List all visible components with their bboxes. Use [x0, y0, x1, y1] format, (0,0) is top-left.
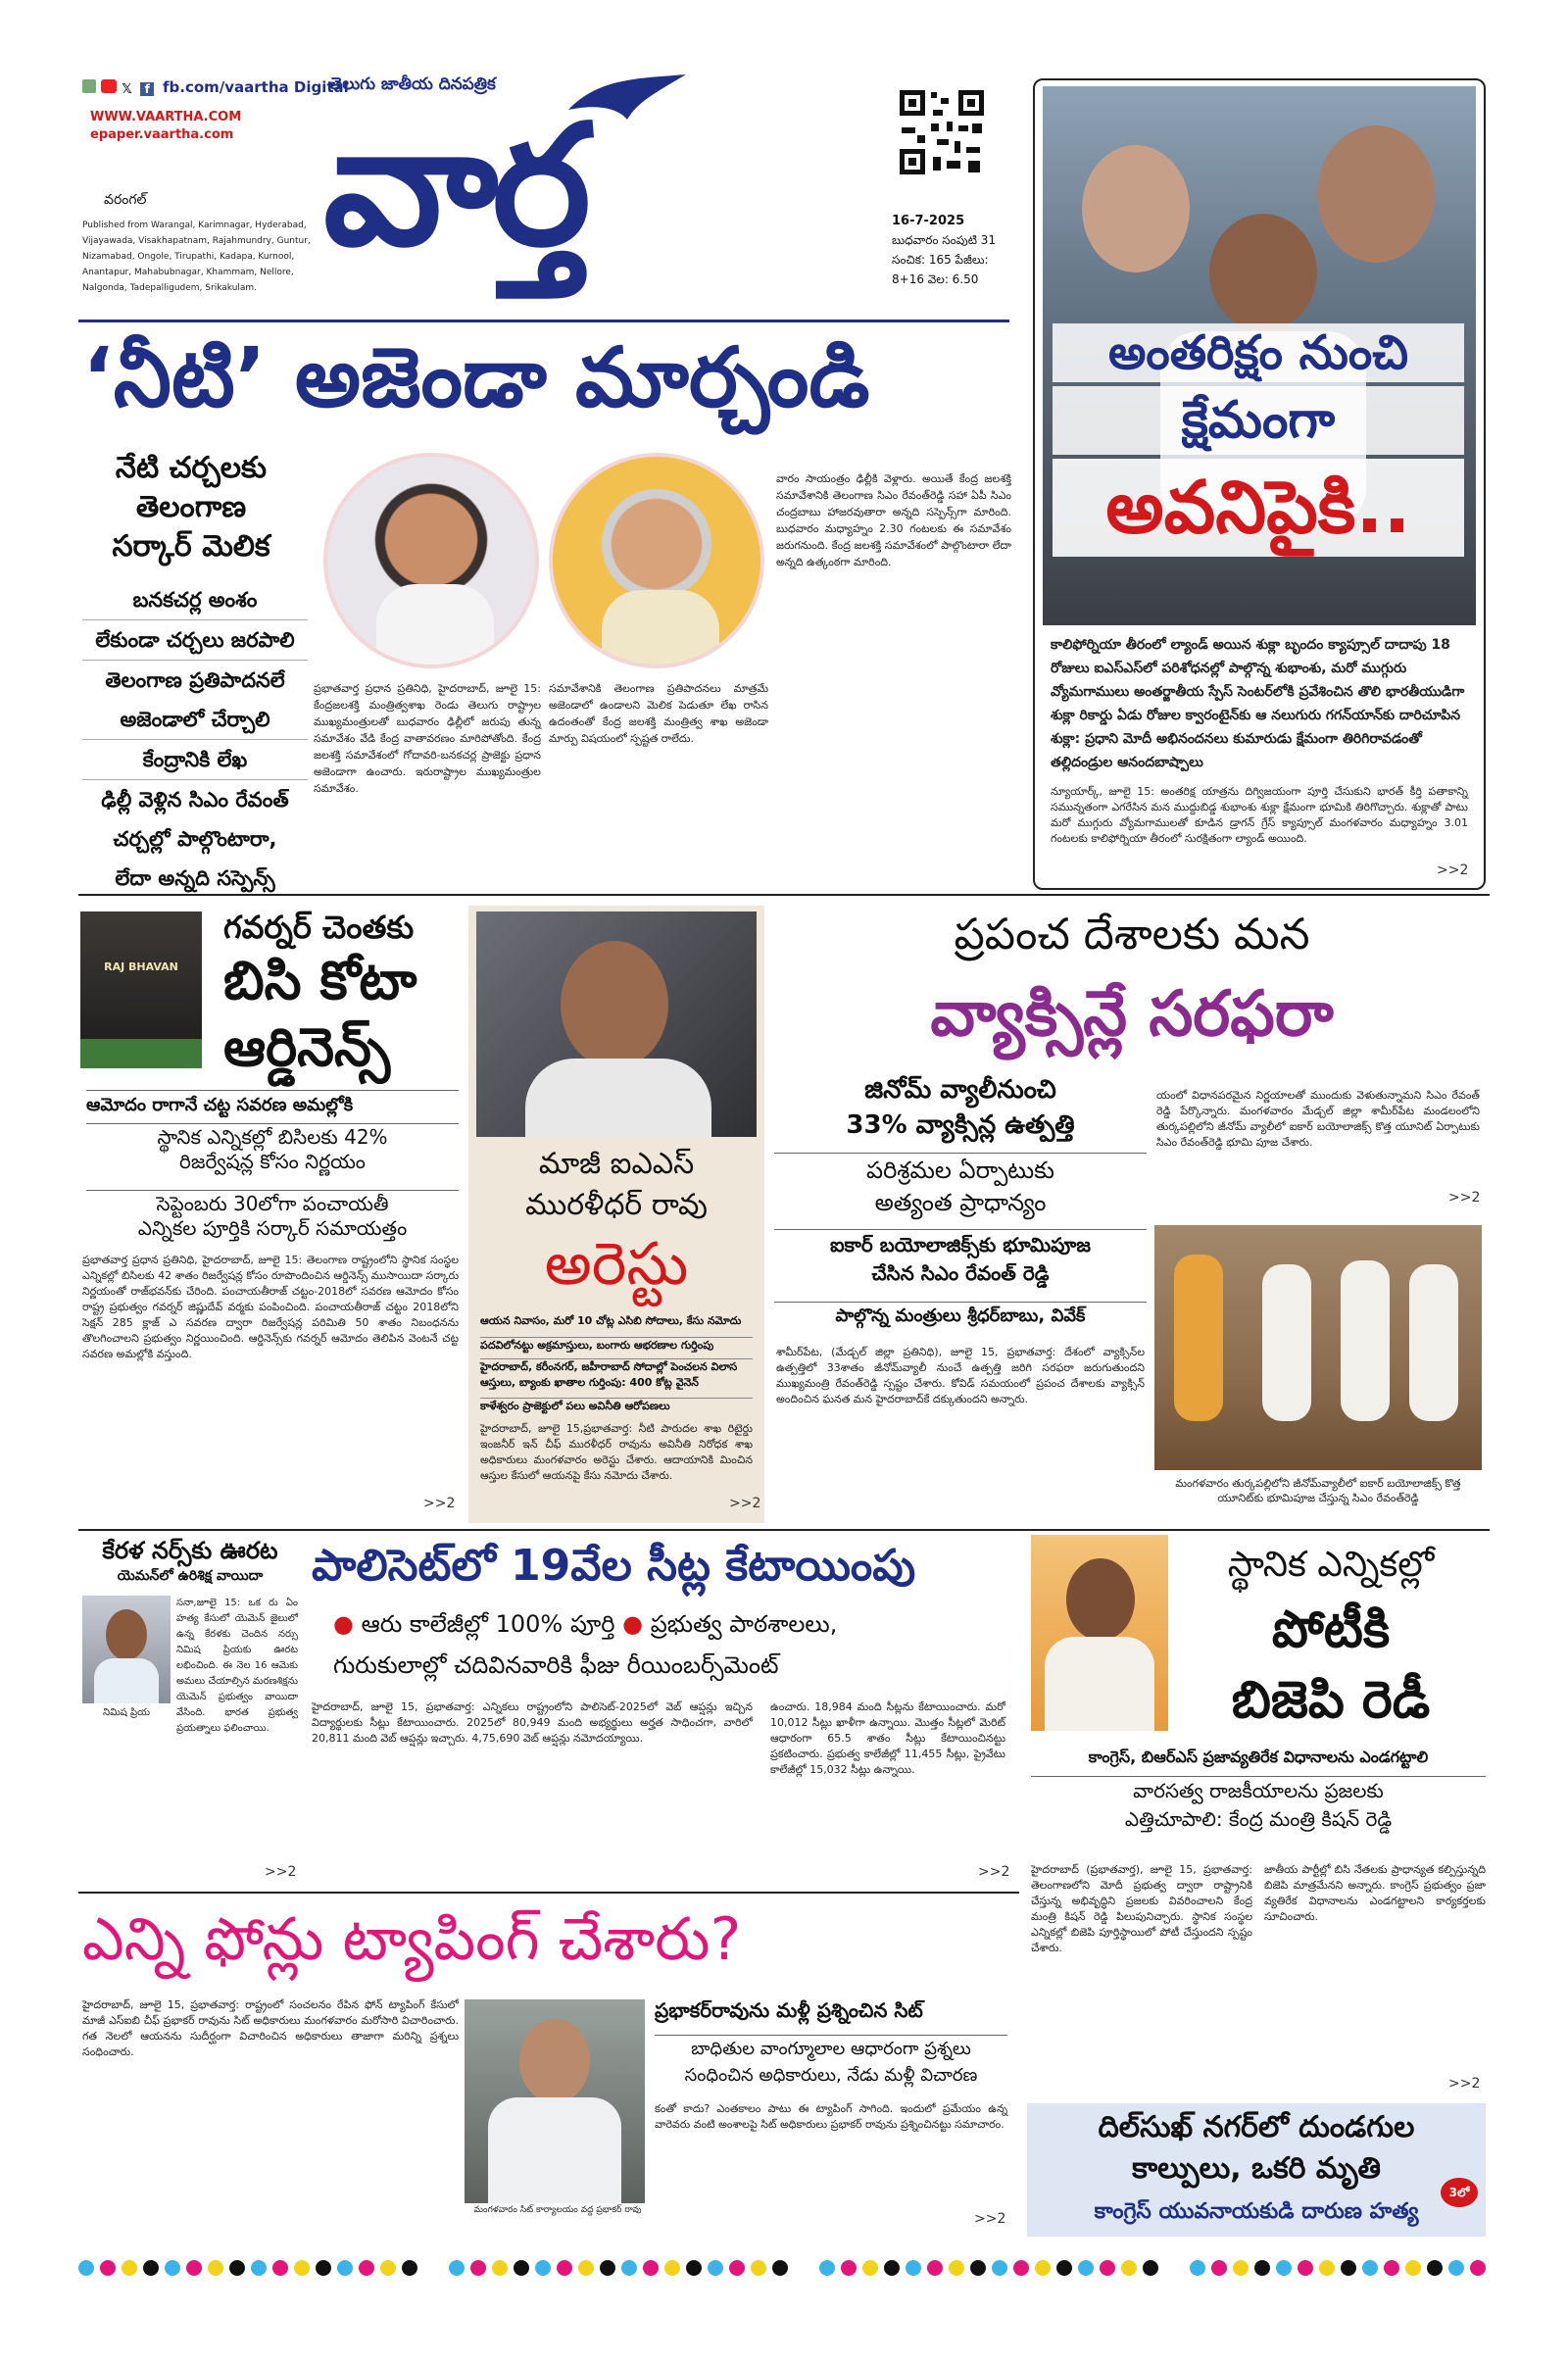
kerala-sub: యెమన్‌లో ఉరిశిక్ష వాయిదా: [117, 1568, 264, 1584]
registration-dot: [664, 2260, 680, 2276]
arrest-sub: ఆయన నివాసం, మరో 10 చోట్ల ఎసిబి సోదాలు, కేసు నమోదు: [480, 1314, 742, 1327]
governor-sub-3: రిజర్వేషన్ల కోసం నిర్ణయం: [179, 1150, 366, 1173]
space-body: న్యూయార్క్, జూలై 15: అంతరిక్ష యాత్రను దిగ్విజయంగా పూర్తి చేసుకుని భారత్ కీర్తి పతాకాన్ని సమున్నతంగా ఎగరేసిన మన ముద్దుబిడ్డ శుభాంశు శుక్లా క్షేమంగా భూమికి తిరిగొచ్చారు. శుక్లాతో పాటు మరో ముగ్గురు వ్యోమగాములతో కూడిన డ్రాగన్ గ్రేస్ క్యాప్సూల్ మంగళవారం మధ్యాహ్నం 3.01 గంటలకు కాలిఫోర్నియా తీరంలో సురక్షితంగా ల్యాండ్ అయింది.: [1051, 785, 1468, 845]
registration-dot: [1427, 2260, 1443, 2276]
youtube-icon[interactable]: [101, 79, 117, 93]
registration-dot: [600, 2260, 615, 2276]
nimisha-priya-photo: [82, 1596, 171, 1703]
registration-dot: [862, 2260, 878, 2276]
registration-dot: [1384, 2260, 1399, 2276]
polycet-body: హైదరాబాద్, జూలై 15, ప్రభాతవార్త: ఎన్నికలు రాష్ట్రంలోని పాలిసెట్-2025లో వెబ్ ఆప్షన్లు ఇచ్చిన విద్యార్థులకు సీట్లు కేటాయించారు. 2025లో 80,949 మంది అభ్యర్థులు అర్హత సాధించగా, వారిలో 20,811 మంది వెబ్ ఆప్షన్లు ఇచ్చారు. 4,75,690 వెబ్ ఆప్షన్లు నమోదయ్యాయి.: [312, 1700, 753, 1745]
issue-date: 16-7-2025: [892, 214, 965, 228]
registration-dot: [819, 2260, 835, 2276]
bullet-icon: ●: [333, 1610, 362, 1638]
bhoomi-puja-caption: మంగళవారం తుర్కపల్లిలోని జీనోమ్‌వ్యాలీలో ఐకార్ బయోలాజిక్స్ కొత్త యూనిట్‌కు భూమిపూజ చేస్తున్న సిఎం రేవంత్‌రెడ్డి: [1175, 1477, 1461, 1504]
phones-sub-3: సంధించిన అధికారులు, నేడు మళ్లీ విచారణ: [684, 2065, 978, 2086]
registration-dot: [122, 2260, 137, 2276]
registration-dot: [1254, 2260, 1270, 2276]
raj-bhavan-sign: RAJ BHAVAN: [104, 960, 178, 973]
lead-point: లేకుండా చర్చలు జరపాలి: [82, 620, 308, 661]
bjp-kicker: స్థానిక ఎన్నికల్లో: [1227, 1545, 1435, 1585]
polycet-body-2: ఉంచారు. 18,984 మంది సీట్లను కేటాయించారు. మరో 10,012 సీట్లు ఖాళీగా ఉన్నాయి. మొత్తం సీట్లలో మెరిట్ ఆధారంగా 65.5 శాతం సీట్లు కేటాయించినట్టు ప్రకటించారు. ప్రభుత్వ కాలేజీల్లో 11,455 సీట్లు, ప్రైవేటు కాలేజీల్లో 15,032 సీట్లు ఉన్నాయి.: [770, 1700, 1005, 1776]
edition-name: వరంగల్: [104, 192, 147, 208]
registration-dot: [1319, 2260, 1335, 2276]
kerala-body: సనా,జూలై 15: ఒక రు ఏం హత్య కేసులో యెమెన్ జైలులో ఉన్న కేరళకు చెందిన నర్సు నిమిష ప్రియకు ఊరట లభించింది. ఈ నెల 16 ఆమెకు అమలు చేయాల్సిన మరణశిక్షను యెమెన్ ప్రభుత్వం వాయిదా వేసింది. భారత ప్రభుత్వ ప్రయత్నాలు ఫలించాయి.: [176, 1598, 298, 1734]
registration-dot: [78, 2260, 94, 2276]
pages-price: 8+16 వెల: 6.50: [892, 272, 979, 286]
continued-marker[interactable]: >>2: [265, 1864, 297, 1880]
bjp-sub-3: ఎత్తిచూపాలి: కేంద్ర మంత్రి కిషన్ రెడ్డి: [1124, 1807, 1393, 1831]
vaccine-sub-7: పాల్గొన్న మంత్రులు శ్రీధర్‌బాబు, వివేక్: [774, 1302, 1147, 1330]
registration-dot: [1078, 2260, 1094, 2276]
arrest-name: మురళీధర్ రావు: [525, 1188, 708, 1222]
registration-dot: [492, 2260, 508, 2276]
bjp-headline-2[interactable]: బిజెపి రెడీ: [1231, 1671, 1431, 1730]
published-from: Published from Warangal, Karimnagar, Hyderabad, Vijayawada, Visakhapatnam, Rajahmundry, Guntur, Nizamabad, Ongole, Tirupathi, Kadapa, Kurnool, Anantapur, Mahabubnagar, Khammam, Nellore, Nalgonda, Tadepalligudem, Srikakulam.: [82, 221, 311, 293]
governor-kicker: గవర్నర్ చెంతకు: [223, 909, 415, 946]
registration-dot: [729, 2260, 745, 2276]
social-icons: [82, 78, 161, 98]
page-reference-badge[interactable]: 3లో: [1441, 2178, 1478, 2207]
x-icon[interactable]: 𝕏: [122, 82, 132, 97]
polycet-bullets: [333, 1607, 837, 1641]
lead-point: తెలంగాణ ప్రతిపాదనలే: [105, 668, 285, 692]
registration-dot: [143, 2260, 159, 2276]
registration-dot: [514, 2260, 529, 2276]
vaccine-headline[interactable]: వ్యాక్సిన్లే సరఫరా: [930, 978, 1334, 1051]
dilsukhnagar-headline-1[interactable]: దిల్‌సుఖ్ నగర్‌లో దుండగుల: [1098, 2110, 1415, 2144]
section-divider: [78, 894, 1490, 896]
bjp-sub-1: కాంగ్రెస్, బిఆర్ఎస్ ప్రజావ్యతిరేక విధానాలను ఎండగట్టాలి: [1088, 1748, 1429, 1766]
registration-dot: [643, 2260, 659, 2276]
bjp-sub-2: వారసత్వ రాజకీయాలను ప్రజలకు: [1031, 1776, 1486, 1804]
qr-code[interactable]: [898, 88, 986, 176]
social-handle[interactable]: fb.com/vaartha Digital: [163, 78, 349, 96]
registration-dot: [359, 2260, 374, 2276]
lead-point: లేదా అన్నది సస్పెన్స్: [115, 866, 275, 890]
registration-dot: [402, 2260, 417, 2276]
registration-dot: [992, 2260, 1007, 2276]
day-volume: బుధవారం సంపుటి 31: [892, 233, 997, 247]
bjp-body-2: జాతీయ పార్టీల్లో బిసి నేతలకు ప్రాధాన్యత కల్పిస్తున్నది బిజెపి మాత్రమేనని అన్నారు. కాంగ్రెస్ ప్రభుత్వం ప్రజా వ్యతిరేక విధానాలను ఎండగట్టాలని కార్యకర్తలకు సూచించారు.: [1264, 1863, 1486, 1923]
governor-sub-4: సెప్టెంబరు 30లోగా పంచాయతీ: [86, 1190, 459, 1216]
arrest-sub-3: హైదరాబాద్, కరీంనగర్, జహీరాబాద్ సోదాల్లో పెంచలన విలాస ఆస్తులు, బ్యాంకు ఖాతాల గుర్తింపు: 400 కోట్ల వైనెన్: [480, 1358, 753, 1391]
vaccine-kicker: ప్రపంచ దేశాలకు మన: [954, 910, 1310, 960]
continued-marker[interactable]: >>2: [423, 1496, 456, 1511]
registration-dot: [1362, 2260, 1378, 2276]
registration-dot: [449, 2260, 465, 2276]
prabhakar-rao-caption: మంగళవారం సిట్ కార్యాలయం వద్ద ప్రభాకర్ రావు: [473, 2205, 642, 2215]
vaccine-sub-3: పరిశ్రమల ఏర్పాటుకు: [774, 1153, 1147, 1187]
space-headline-1[interactable]: అంతరిక్షం నుంచి: [1053, 323, 1464, 382]
qr-code-icon: [898, 88, 986, 176]
arrest-headline[interactable]: అరెస్టు: [544, 1230, 689, 1299]
lead-deck-line: తెలంగాణ: [135, 490, 247, 524]
lead-deck-line: సర్కార్ మెలిక: [112, 529, 270, 564]
bhoomi-puja-photo: [1154, 1225, 1482, 1470]
registration-dot: [380, 2260, 396, 2276]
registration-dot: [294, 2260, 310, 2276]
registration-dot: [316, 2260, 331, 2276]
prabhakar-rao-photo: [465, 1999, 645, 2203]
lead-point: కేంద్రానికి లేఖ: [82, 740, 308, 780]
lead-deck-line: నేటి చర్చలకు: [115, 451, 268, 485]
lead-body-col2: సమావేశానికి తెలంగాణ ప్రతిపాదనలు మాత్రమే అజెండాలో ఉండాలని మెలిక పెడుతూ లేఖ రాసిన ఉదంతంతో కేంద్ర జలశక్తి మంత్రిత్వ శాఖ అజెండా మార్పు విషయంలో స్పష్టత రాలేదు.: [549, 682, 768, 745]
section-divider: [78, 1892, 1019, 1894]
registration-dot: [470, 2260, 486, 2276]
registration-dot: [772, 2260, 788, 2276]
registration-dot: [1405, 2260, 1421, 2276]
phones-headline[interactable]: ఎన్ని ఫోన్లు ట్యాపింగ్ చేశారు?: [82, 1905, 742, 1974]
registration-dot: [272, 2260, 288, 2276]
polycet-bullet-3: గురుకులాల్లో చదివినవారికి ఫీజు రీయింబర్స్‌మెంట్: [333, 1651, 779, 1679]
bjp-body: హైదరాబాద్ (ప్రభాతవార్త), జూలై 15, ప్రభాతవార్త: తెలంగాణలోని మోదీ ప్రభుత్వ ద్వారా రాష్ట్రానికి చేస్తున్న అభివృద్ధిని ప్రజలకు వివరించాలని కేంద్ర మంత్రి కిషన్ రెడ్డి పిలుపునిచ్చారు. స్థానిక సంస్థల ఎన్నికల్లో బిజెపి పూర్తిస్థాయిలో పోటీ చేస్తుందని స్పష్టం చేశారు.: [1031, 1863, 1252, 1954]
epaper-link[interactable]: epaper.vaartha.com: [90, 127, 234, 142]
polycet-bullet: ప్రభుత్వ పాఠశాలలు,: [650, 1610, 838, 1638]
issue-number: సంచిక: 165 పేజీలు:: [892, 253, 989, 267]
registration-dot: [1341, 2260, 1356, 2276]
governor-body: ప్రభాతవార్త ప్రధాన ప్రతినిధి, హైదరాబాద్, జూలై 15: తెలంగాణ రాష్ట్రంలోని స్థానిక సంస్థల ఎన్నికల్లో బిసిలకు 42 శాతం రిజర్వేషన్ల కోసం రూపొందించిన ఆర్డినెన్స్ ముసాయిదా సర్కారు నిర్ణయంతో రాజ్‌భవన్‌కు చేరింది. పంచాయతీరాజ్ చట్టం-2018లో సవరణ ఆమోదం కోసం రాష్ట్ర ప్రభుత్వం గవర్నర్ జిష్ణుదేవ్ వర్మకు పంపించింది. పంచాయతీరాజ్ చట్టం 2018లోని సెక్షన్ 285 క్లాజ్ ఎ సవరణ ద్వారా రిజర్వేషన్ల పరిమితి 50 శాతం నిబంధనను తొలగించాలని ప్రభుత్వం నిర్ణయించింది. ఆర్డినెన్స్‌కు గవర్నర్ ఆమోదం తెలిపిన వెంటనే చట్ట సవరణ అమల్లోకి వస్తుంది.: [82, 1254, 459, 1360]
bjp-headline-1[interactable]: పోటీకి: [1271, 1601, 1391, 1659]
governor-sub-5: ఎన్నికల పూర్తికి సర్కార్ సమాయత్తం: [137, 1216, 408, 1240]
registration-dot: [535, 2260, 551, 2276]
bullet-icon: ●: [622, 1610, 651, 1638]
vaccine-sub-6: చేసిన సిఎం రేవంత్ రెడ్డి: [871, 1261, 1050, 1285]
app-icon[interactable]: [82, 79, 96, 93]
kerala-headline[interactable]: కేరళ నర్స్‌కు ఊరట: [102, 1537, 278, 1564]
masthead-divider: [78, 320, 1009, 322]
arrest-sub-2: పదవిలోనట్టు అక్రమాస్తులు, బంగారు ఆభరణాల గుర్తింపు: [480, 1337, 753, 1354]
registration-dot: [1190, 2260, 1205, 2276]
polycet-bullet: ఆరు కాలేజీల్లో 100% పూర్తి: [361, 1610, 615, 1638]
arrest-body: హైదరాబాద్, జూలై 15,ప్రభాతవార్త: నీటి పారుదల శాఖ రిటైర్డు ఇంజనీర్ ఇన్ చీఫ్ మురళీధర్ రావును అవినీతి నిరోధక శాఖ అధికారులు మంగళవారం అరెస్టు చేశారు. ఆదాయానికి మించిన ఆస్తుల కేసులో ఆయనపై కేసు నమోదు చేశారు.: [480, 1422, 753, 1482]
registration-dot: [841, 2260, 857, 2276]
registration-dot: [1143, 2260, 1158, 2276]
space-bullets: కాలిఫోర్నియా తీరంలో ల్యాండ్ అయిన శుక్లా బృందం క్యాప్సూల్ దాదాపు 18 రోజులు ఐఎస్ఎస్‌లో పరిశోధనల్లో పాల్గొన్న శుభాంశు, మరో ముగ్గురు వ్యోమగాములు అంతర్జాతీయ స్పేస్ సెంటర్‌లోకి ప్రవేశించిన తొలి భారతీయుడిగా శుక్లా రికార్డు ఏడు రోజుల క్వారంటైన్‌కు ఆ నలుగురు గగన్‌యాన్‌కు దారిచూపిన శుక్లా: ప్రధాని మోదీ అభినందనలు కుమారుడు క్షేమంగా తిరిగిరావడంతో తల్లిదండ్రుల ఆనందబాష్పాలు: [1051, 637, 1465, 770]
arrest-sub-4: కాళేశ్వరం ప్రాజెక్టులో పలు అవినీతి ఆరోపణలు: [480, 1398, 753, 1414]
governor-headline-2[interactable]: ఆర్డినెన్స్: [223, 1016, 391, 1078]
registration-dot: [100, 2260, 116, 2276]
newspaper-title: వార్త: [323, 89, 585, 283]
registration-dot: [1211, 2260, 1227, 2276]
registration-dot: [970, 2260, 986, 2276]
lead-deck: [88, 449, 294, 566]
tagline: తెలుగు జాతీయ దినపత్రిక: [329, 74, 496, 94]
kishan-reddy-photo: [1031, 1535, 1168, 1731]
governor-sub-1: ఆమోదం రాగానే చట్ట సవరణ అమల్లోకి: [86, 1090, 459, 1119]
registration-dot: [1013, 2260, 1029, 2276]
registration-dot: [949, 2260, 964, 2276]
continued-marker[interactable]: >>2: [978, 1864, 1010, 1880]
registration-dot: [186, 2260, 202, 2276]
vaccine-body: శామీర్‌పేట, (మేడ్చల్ జిల్లా ప్రతినిధి), జూలై 15, ప్రభాతవార్త: దేశంలో వ్యాక్సిన్‌ల ఉత్పత్తిలో 33శాతం జీనోమ్‌వ్యాలీ నుంచే ఉత్పత్తి జరిగి సరఫరా జరుగుతుందని ముఖ్యమంత్రి రేవంత్‌రెడ్డి స్పష్టం చేశారు. కోవిడ్ సమయంలో ప్రపంచ దేశాలకు వ్యాక్సిన్ అందించిన ఘనత మన హైదరాబాద్‌కే దక్కుతుందని అన్నారు.: [776, 1346, 1145, 1405]
vaccine-sub-2: 33% వ్యాక్సిన్ల ఉత్పత్తి: [846, 1110, 1075, 1140]
lead-body-col3: వారం సాయంత్రం ఢిల్లీకి వెళ్లారు. అయితే కేంద్ర జలశక్తి సమావేశానికి తెలంగాణ సిఎం రేవంత్‌రెడ్డి సహా ఏపీ సిఎం చంద్రబాబు హాజరవుతారా అన్నది సస్పెన్స్‌గా మారింది. బుధవారం మధ్యాహ్నం 2.30 గంటలకు ఈ సమావేశం జరుగనుంది. కేంద్ర జలశక్తి సమావేశంలో పాల్గొంటారా లేదా అన్నది ఉత్కంఠగా మారింది.: [776, 472, 1011, 568]
registration-dots: [78, 2261, 1490, 2280]
registration-dot: [251, 2260, 267, 2276]
chandrababu-naidu-photo: [549, 453, 764, 668]
registration-dot: [1100, 2260, 1115, 2276]
website-link[interactable]: WWW.VAARTHA.COM: [90, 110, 242, 124]
continued-marker[interactable]: >>2: [1437, 862, 1469, 878]
registration-dot: [884, 2260, 900, 2276]
space-headline-3[interactable]: అవనిపైకి..: [1053, 459, 1464, 557]
section-divider: [78, 1529, 1490, 1531]
governor-sub-2: స్థానిక ఎన్నికల్లో బిసిలకు 42%: [86, 1123, 459, 1150]
color-registration-bar: [78, 2260, 1490, 2280]
lead-points: [82, 580, 308, 898]
registration-dot: [1276, 2260, 1292, 2276]
dilsukhnagar-headline-2[interactable]: కాల్పులు, ఒకరి మృతి: [1132, 2151, 1381, 2186]
registration-dot: [165, 2260, 180, 2276]
registration-dot: [337, 2260, 353, 2276]
vaccine-body-2: యంలో విధానపరమైన నిర్ణయాలతో ముందుకు వెళుతున్నామని సిఎం రేవంత్ రెడ్డి పేర్కొన్నారు. మంగళవారం మేడ్చల్ జిల్లా శామీర్‌పేట మండలంలోని తుర్కపల్లిలోని జీనోమ్ వ్యాలీలో ఐకార్ బయోలాజిక్స్ కొత్త యూనిట్ ఏర్పాటుకు సిఎం రేవంత్‌రెడ్డి భూమి పూజ చేశారు.: [1156, 1089, 1480, 1149]
facebook-icon[interactable]: f: [140, 82, 154, 96]
registration-dot: [578, 2260, 594, 2276]
arrest-kicker: మాజీ ఐఎఎస్: [538, 1147, 695, 1181]
vaccine-sub-5: ఐకార్ బయోలాజిక్స్‌కు భూమిపూజ: [774, 1229, 1147, 1259]
phones-sub-1: ప్రభాకర్‌రావును మళ్లీ ప్రశ్నించిన సిట్: [655, 1998, 923, 2022]
registration-dot: [229, 2260, 245, 2276]
registration-dot: [208, 2260, 223, 2276]
registration-dot: [1298, 2260, 1313, 2276]
space-headline-2[interactable]: క్షేమంగా: [1053, 386, 1464, 455]
lead-headline[interactable]: ‘నీటి’ అజెండా మార్చండి: [82, 329, 870, 425]
registration-dot: [927, 2260, 943, 2276]
continued-marker[interactable]: >>2: [1448, 1190, 1481, 1206]
registration-dot: [621, 2260, 637, 2276]
registration-dot: [686, 2260, 702, 2276]
vaccine-sub-1: జినోమ్ వ్యాలీనుంచి: [864, 1075, 1056, 1105]
lead-point: అజెండాలో చేర్చాలి: [82, 700, 308, 740]
registration-dot: [708, 2260, 723, 2276]
raj-bhavan-photo: [80, 911, 202, 1068]
continued-marker[interactable]: >>2: [974, 2211, 1006, 2227]
lead-point: బనకచర్ల అంశం: [82, 580, 308, 620]
phones-body-2: కంతో కాదు? ఎంతకాలం పాటు ఈ ట్యాపింగ్ సాగింది. ఇందులో ప్రమేయం ఉన్న వారెవరు వంటి అంశాలపై సిట్ అధికారులు ప్రభాకర్ రావును ప్రశ్నించినట్టు సమాచారం.: [655, 2102, 1007, 2131]
phones-body: హైదరాబాద్, జూలై 15, ప్రభాతవార్త: రాష్ట్రంలో సంచలనం రేపిన ఫోన్ ట్యాపింగ్ కేసులో మాజీ ఎస్ఐబి చీఫ్ ప్రభాకర్ రావును సిట్ అధికారులు మంగళవారం మరోసారి విచారించారు. గత నెలలో ఆయనను సుదీర్ఘంగా విచారించిన అధికారులు తాజాగా మరిన్ని ప్రశ్నలు సంధించారు.: [82, 1998, 459, 2058]
vaccine-sub-4: అత్యంత ప్రాధాన్యం: [874, 1189, 1047, 1216]
dilsukhnagar-sub: కాంగ్రెస్ యువనాయకుడి దారుణ హత్య: [1094, 2199, 1419, 2224]
registration-dot: [1448, 2260, 1464, 2276]
revanth-reddy-photo: [323, 453, 539, 668]
registration-dot: [751, 2260, 766, 2276]
governor-headline-1[interactable]: బిసి కోటా: [223, 950, 417, 1011]
muralidhar-rao-photo: [476, 911, 757, 1137]
continued-marker[interactable]: >>2: [1448, 2076, 1481, 2092]
registration-dot: [906, 2260, 921, 2276]
lead-point: చర్చల్లో పాల్గొంటారా,: [113, 827, 277, 851]
registration-dot: [1035, 2260, 1051, 2276]
lead-point: ఢిల్లీ వెళ్లిన సిఎం రేవంత్: [101, 788, 289, 812]
registration-dot: [1121, 2260, 1137, 2276]
lead-body-col1: ప్రభాతవార్త ప్రధాన ప్రతినిధి, హైదరాబాద్, జూలై 15: కేంద్రజలశక్తి మంత్రిత్వశాఖ రెండు తెలుగు రాష్ట్రాల ముఖ్యమంత్రులతో బుధవారం ఢిల్లీలో జరుపు తున్న సమావేశం వేడి కేంద్ర వాతావరణం మారిపోతోంది. కేంద్ర జలశక్తి సమావేశంలో గోదావరి-బనకచర్ల ప్రాజెక్టు ప్రధాన అజెండాగా ఉంచారు. ఇరురాష్ట్రాల ముఖ్యమంత్రుల సమావేశం.: [314, 682, 541, 795]
registration-dot: [1470, 2260, 1486, 2276]
registration-dot: [557, 2260, 572, 2276]
continued-marker[interactable]: >>2: [729, 1496, 761, 1511]
registration-dot: [1056, 2260, 1072, 2276]
registration-dot: [1233, 2260, 1249, 2276]
phones-sub-2: బాధితుల వాంగ్మూలాల ఆధారంగా ప్రశ్నలు: [655, 2035, 1007, 2063]
nimisha-priya-caption: నిమిష ప్రియ: [103, 1707, 150, 1718]
polycet-headline[interactable]: పాలిసెట్‌లో 19వేల సీట్ల కేటాయింపు: [312, 1541, 916, 1591]
